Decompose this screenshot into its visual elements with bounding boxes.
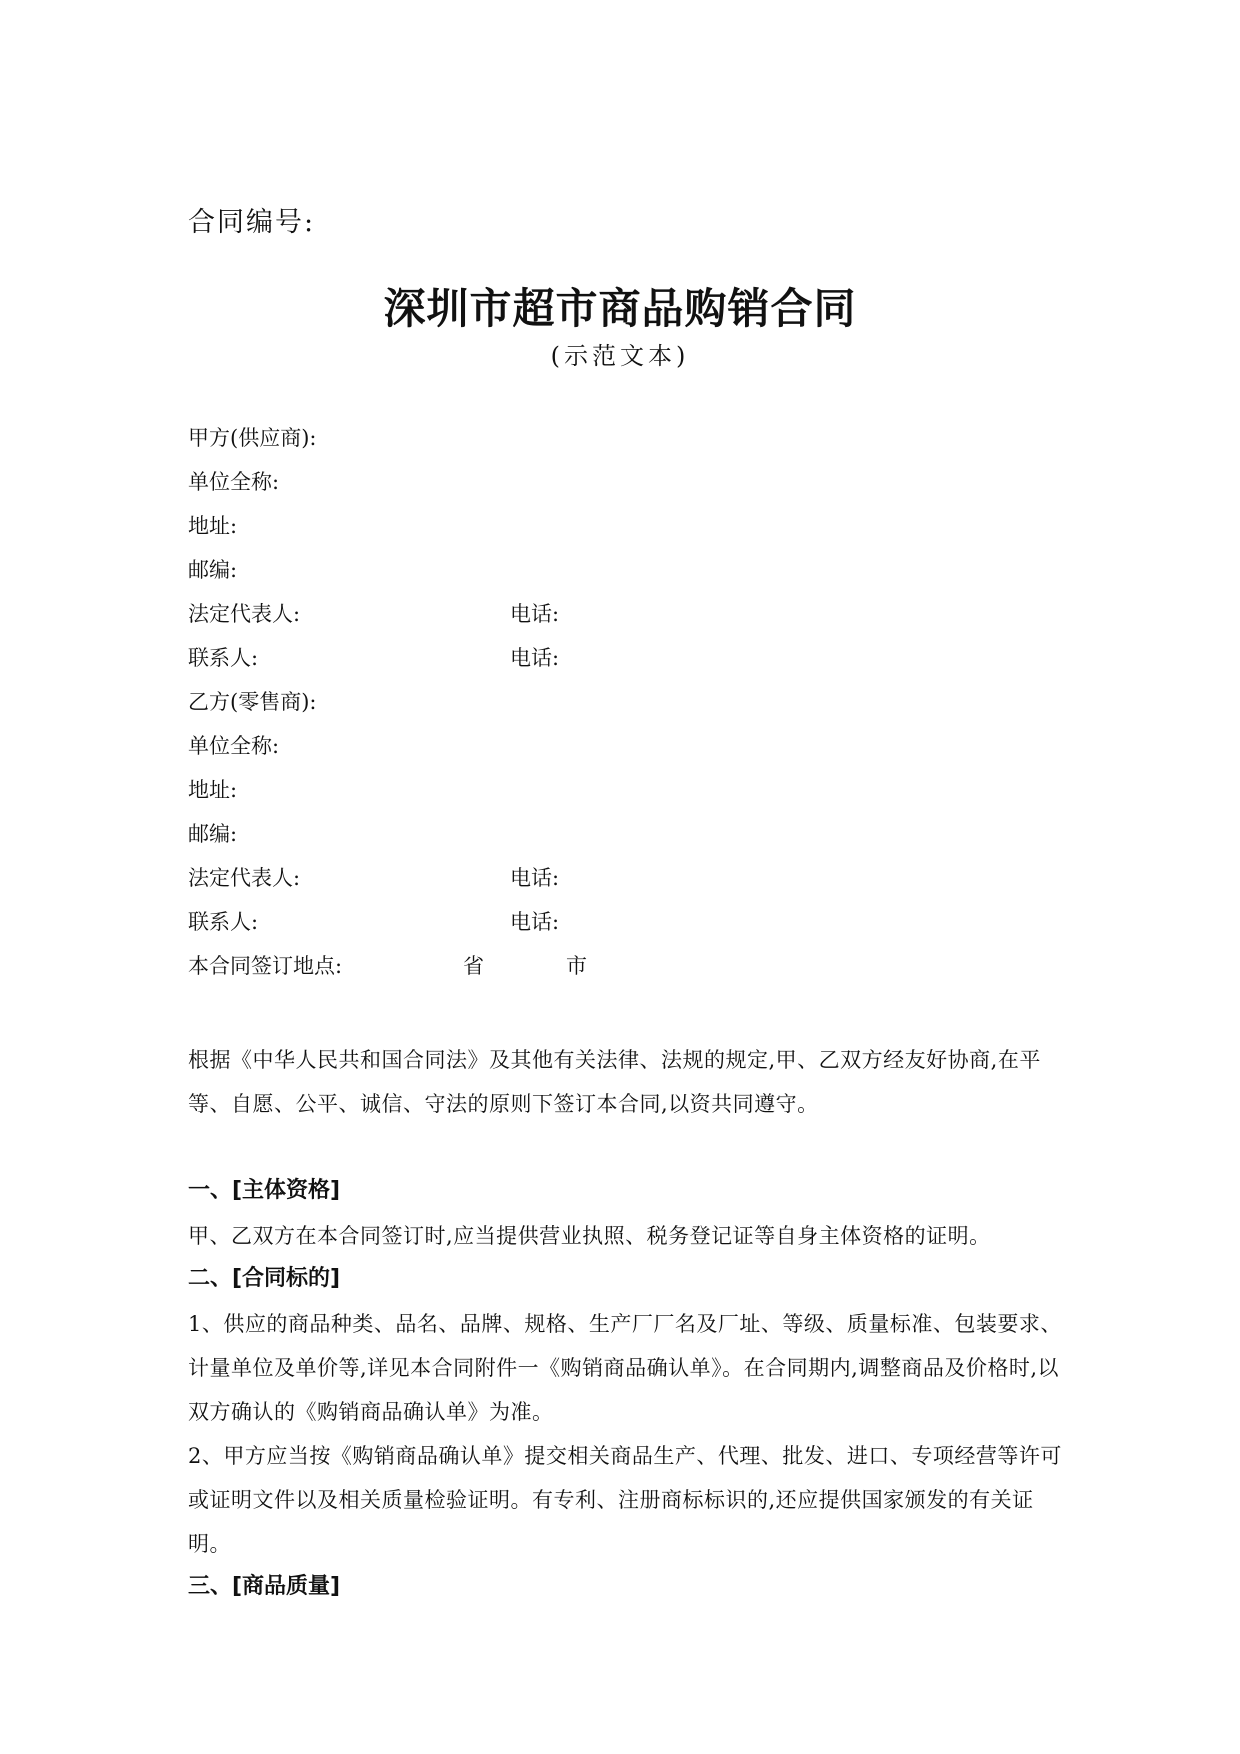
section-paragraph: 甲、乙双方在本合同签订时,应当提供营业执照、税务登记证等自身主体资格的证明。 <box>188 1224 991 1248</box>
party-b-contact-label: 联系人: <box>188 910 259 934</box>
party-b-postcode-label: 邮编: <box>188 822 238 846</box>
party-a-address-label: 地址: <box>188 514 238 538</box>
party-b-address-label: 地址: <box>188 778 238 802</box>
section-heading: 二、[合同标的] <box>188 1266 341 1291</box>
section-paragraph: 1、供应的商品种类、品名、品牌、规格、生产厂厂名及厂址、等级、质量标准、包装要求、计量单位及单价等,详见本合同附件一《购销商品确认单》。在合同期内,调整商品及价格时,以双方确认的《购销商品确认单》为准。 <box>188 1312 1062 1424</box>
party-b-full-name-label: 单位全称: <box>188 734 280 758</box>
section-heading: 一、[主体资格] <box>188 1178 341 1203</box>
document-title: 深圳市超市商品购销合同 <box>383 284 857 333</box>
document-subtitle: (示范文本) <box>550 342 690 370</box>
signing-province-label: 省 <box>463 954 484 978</box>
party-b-legal-rep-phone-label: 电话: <box>510 866 560 890</box>
party-a-label: 甲方(供应商): <box>188 426 317 450</box>
party-a-legal-rep-label: 法定代表人: <box>188 602 301 626</box>
party-a-full-name-label: 单位全称: <box>188 470 280 494</box>
party-a-contact-phone-label: 电话: <box>510 646 560 670</box>
contract-number-label: 合同编号: <box>188 207 316 238</box>
signing-city-label: 市 <box>566 954 587 978</box>
party-b-contact-phone-label: 电话: <box>510 910 560 934</box>
signing-place-label: 本合同签订地点: <box>188 954 343 978</box>
party-b-label: 乙方(零售商): <box>188 690 317 714</box>
party-b-legal-rep-label: 法定代表人: <box>188 866 301 890</box>
party-a-legal-rep-phone-label: 电话: <box>510 602 560 626</box>
section-heading: 三、[商品质量] <box>188 1574 341 1599</box>
party-a-contact-label: 联系人: <box>188 646 259 670</box>
party-a-postcode-label: 邮编: <box>188 558 238 582</box>
section-paragraph: 2、甲方应当按《购销商品确认单》提交相关商品生产、代理、批发、进口、专项经营等许可或证明文件以及相关质量检验证明。有专利、注册商标标识的,还应提供国家颁发的有关证明。 <box>188 1444 1062 1556</box>
preamble-paragraph: 根据《中华人民共和国合同法》及其他有关法律、法规的规定,甲、乙双方经友好协商,在平等、自愿、公平、诚信、守法的原则下签订本合同,以资共同遵守。 <box>188 1048 1041 1116</box>
